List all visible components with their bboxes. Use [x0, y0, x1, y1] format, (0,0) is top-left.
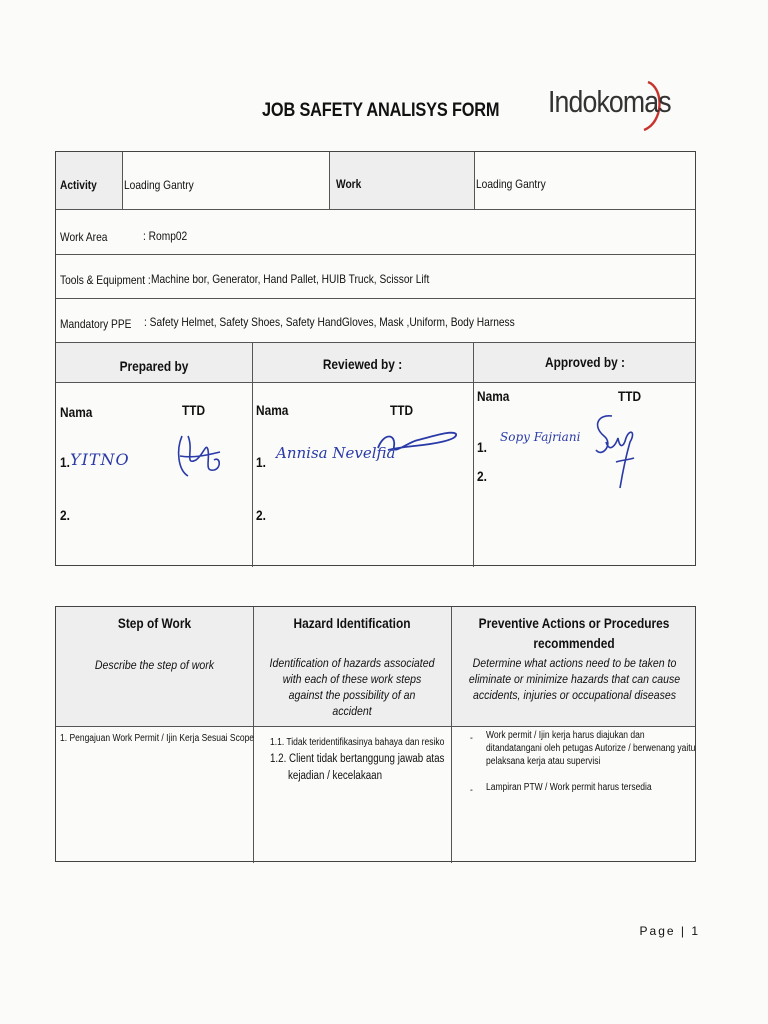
tools-label: Tools & Equipment : — [60, 273, 151, 287]
bullet-icon: - — [470, 733, 473, 744]
action-2: Lampiran PTW / Work permit harus tersedia — [486, 782, 652, 793]
ppe-value: : Safety Helmet, Safety Shoes, Safety HandGloves, Mask ,Uniform, Body Harness — [144, 315, 515, 329]
col-divider — [473, 342, 474, 567]
row-divider — [56, 342, 695, 343]
approved-name-1: Sopy Fajriani — [500, 430, 581, 444]
work-area-value: : Romp02 — [143, 229, 188, 243]
indokomas-logo — [548, 78, 671, 138]
col-divider — [329, 152, 330, 209]
page-number: Page | 1 — [639, 924, 700, 938]
bullet-icon: - — [470, 785, 473, 796]
row-divider — [56, 298, 695, 299]
approved-signature-icon — [590, 410, 640, 492]
reviewed-row1-number: 1. — [256, 454, 266, 470]
logo-text: Indokomas — [548, 84, 671, 119]
row-divider — [56, 382, 695, 383]
approved-by-header: Approved by : — [544, 354, 626, 370]
reviewed-row2-number: 2. — [256, 507, 266, 523]
step-of-work-description: Describe the step of work — [94, 658, 215, 672]
hazard-1-2-cont: kejadian / kecelakaan — [288, 770, 383, 782]
row-divider — [56, 726, 695, 727]
activity-label: Activity — [60, 178, 97, 192]
approved-row2-number: 2. — [477, 468, 487, 484]
action-1: Work permit / Ijin kerja harus diajukan dan ditandatangani oleh petugas Autorize / berwenang yaitu pelaksana kerja atau supervisi — [486, 730, 696, 767]
work-label: Work — [336, 177, 362, 191]
col-divider — [451, 607, 452, 863]
work-value: Loading Gantry — [476, 177, 546, 191]
hazard-identification-description: Identification of hazards associated with each of these work steps against the possibility of an accident — [269, 656, 435, 718]
step-1-text: 1. Pengajuan Work Permit / Ijin Kerja Sesuai Scope — [60, 733, 255, 744]
reviewed-by-header: Reviewed by : — [322, 356, 403, 372]
col-divider — [252, 342, 253, 567]
reviewed-nama-label: Nama — [256, 402, 289, 418]
prepared-signature-icon — [174, 430, 226, 484]
approved-ttd-label: TTD — [618, 388, 642, 404]
preventive-actions-description: Determine what actions need to be taken to eliminate or minimize hazards that can cause accidents, injuries or occupational diseases — [468, 656, 681, 702]
steps-table — [55, 606, 696, 862]
form-title: JOB SAFETY ANALISYS FORM — [262, 100, 500, 121]
hazard-1-1: 1.1. Tidak teridentifikasinya bahaya dan resiko — [270, 737, 445, 748]
reviewed-signature-icon — [374, 422, 460, 458]
prepared-ttd-label: TTD — [182, 402, 206, 418]
info-table — [55, 151, 696, 566]
work-area-label: Work Area — [60, 230, 108, 244]
tools-value: Machine bor, Generator, Hand Pallet, HUIB Truck, Scissor Lift — [151, 272, 430, 286]
prepared-nama-label: Nama — [60, 404, 93, 420]
col-divider — [474, 152, 475, 209]
prepared-name-1: YITNO — [70, 450, 130, 469]
hazard-1-2: 1.2. Client tidak bertanggung jawab atas — [270, 753, 445, 765]
col-divider — [122, 152, 123, 209]
prepared-row2-number: 2. — [60, 507, 70, 523]
approved-row1-number: 1. — [477, 439, 487, 455]
step-of-work-header: Step of Work — [117, 615, 192, 631]
preventive-actions-header: Preventive Actions or Procedures recommended — [478, 615, 670, 651]
approved-nama-label: Nama — [477, 388, 510, 404]
row-divider — [56, 209, 695, 210]
reviewed-ttd-label: TTD — [390, 402, 414, 418]
prepared-row1-number: 1. — [60, 454, 70, 470]
prepared-by-header: Prepared by — [119, 358, 189, 374]
row-divider — [56, 254, 695, 255]
activity-value: Loading Gantry — [124, 178, 194, 192]
ppe-label: Mandatory PPE — [60, 317, 132, 331]
reviewed-name-1: Annisa Nevelfia — [276, 444, 396, 462]
hazard-identification-header: Hazard Identification — [293, 615, 411, 631]
